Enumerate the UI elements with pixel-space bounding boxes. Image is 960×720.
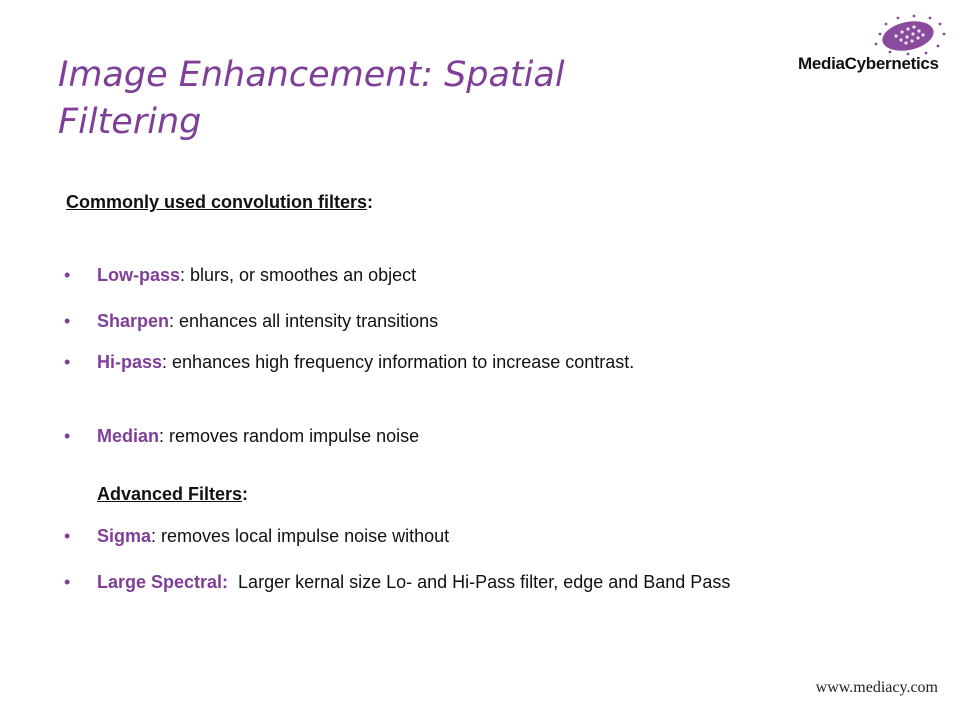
filter-description: : blurs, or smoothes an object: [180, 265, 417, 285]
filter-description: Larger kernal size Lo- and Hi-Pass filter, edge and Band Pass: [228, 572, 731, 592]
footer-url: www.mediacy.com: [815, 679, 938, 696]
media-cybernetics-globe-icon: [868, 14, 948, 56]
bullet-icon: •: [64, 311, 71, 331]
filter-name: Sigma: [97, 526, 152, 546]
slide-title: Image Enhancement: Spatial Filtering: [58, 55, 565, 142]
filter-description: : removes random impulse noise: [159, 426, 420, 446]
bullet-icon: •: [64, 426, 71, 446]
logo-wordmark: MediaCybernetics: [798, 54, 939, 73]
filter-name: Median: [97, 426, 160, 446]
filter-name: Low-pass: [97, 265, 181, 285]
bullet-icon: •: [64, 265, 71, 285]
filter-description: : enhances all intensity transitions: [169, 311, 439, 331]
heading-colon: :: [367, 192, 374, 212]
bullet-icon: •: [64, 352, 71, 372]
company-logo: [798, 14, 948, 78]
filter-name: Hi-pass: [97, 352, 163, 372]
bullet-icon: •: [64, 526, 71, 546]
filter-description: : removes local impulse noise without: [151, 526, 450, 546]
filter-name: Large Spectral:: [97, 572, 229, 592]
section-heading-text: Commonly used convolution filters: [66, 192, 368, 212]
filter-name: Sharpen: [97, 311, 170, 331]
section-heading-convolution: [66, 192, 373, 213]
bullet-icon: •: [64, 572, 71, 592]
heading-colon: :: [242, 484, 249, 504]
section-heading-text: Advanced Filters: [97, 484, 243, 504]
filter-description: : enhances high frequency information to increase contrast.: [162, 352, 635, 372]
